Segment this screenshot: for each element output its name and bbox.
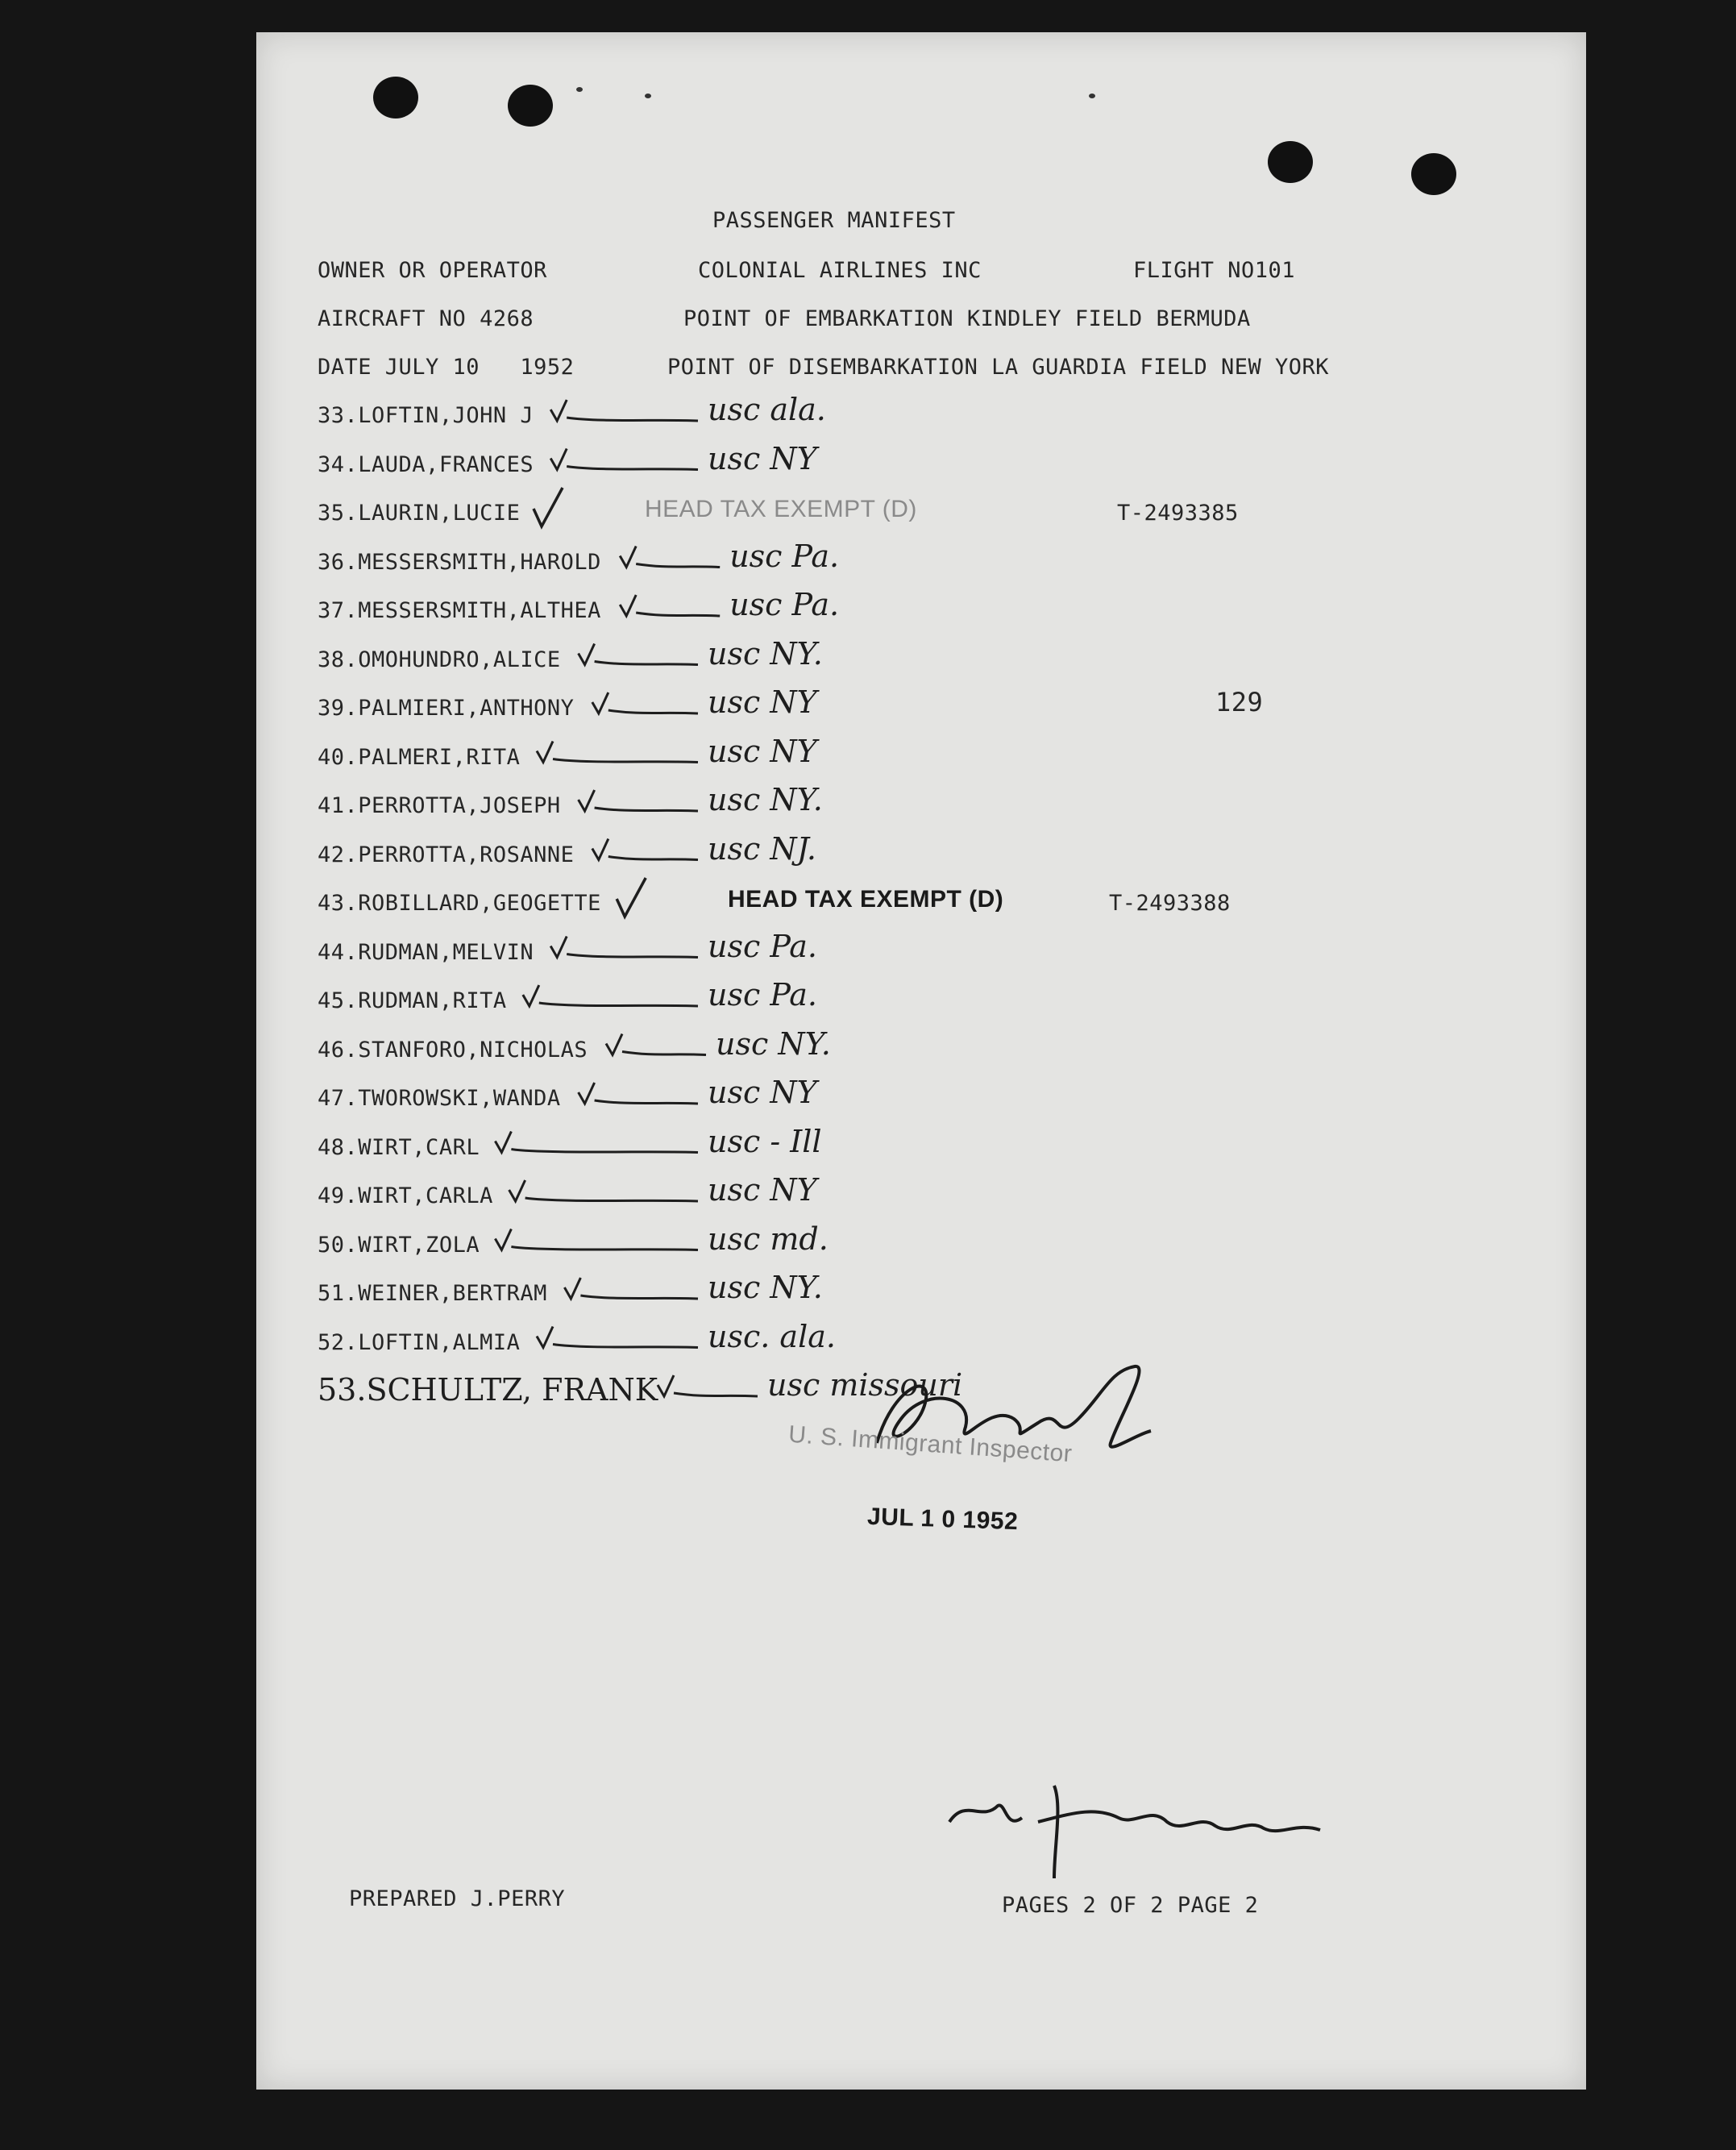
citizenship-note: usc NY (708, 684, 817, 720)
passenger-name: PERROTTA,ROSANNE (358, 842, 575, 867)
passenger-number: 44. (318, 939, 359, 965)
ticket-number: T-2493388 (1109, 891, 1231, 916)
citizenship-note: usc. ala. (708, 1318, 836, 1354)
check-mark (534, 488, 563, 526)
passenger-number: 43. (318, 891, 359, 916)
passenger-number: 50. (318, 1232, 359, 1258)
check-mark (550, 400, 698, 421)
check-mark (620, 595, 720, 616)
passenger-name: SCHULTZ, FRANK (366, 1372, 658, 1408)
passenger-name: OMOHUNDRO,ALICE (358, 647, 561, 672)
check-mark (658, 1375, 758, 1396)
citizenship-note: usc NY. (716, 1025, 831, 1062)
passenger-number: 46. (318, 1037, 359, 1063)
check-mark (550, 937, 698, 958)
passenger-number: 36. (318, 549, 359, 575)
passenger-name: PALMIERI,ANTHONY (358, 696, 575, 721)
passenger-name: MESSERSMITH,ALTHEA (358, 598, 601, 623)
inspector-stamp: U. S. Immigrant Inspector (787, 1420, 1074, 1468)
citizenship-note: usc Pa. (708, 977, 817, 1013)
aircraft-number: AIRCRAFT NO 4268 (318, 306, 534, 331)
passenger-name: STANFORO,NICHOLAS (358, 1037, 588, 1063)
check-mark (579, 790, 698, 811)
check-mark (550, 449, 698, 470)
passenger-name: LAURIN,LUCIE (358, 501, 521, 526)
passenger-number: 42. (318, 842, 359, 867)
citizenship-note: usc - Ill (708, 1123, 822, 1159)
check-mark (495, 1132, 698, 1153)
passenger-number: 41. (318, 793, 359, 818)
bottom-signature (933, 1774, 1352, 1894)
passenger-number: 51. (318, 1281, 359, 1306)
embarkation-point: POINT OF EMBARKATION KINDLEY FIELD BERMUDA (683, 306, 1251, 331)
check-mark (606, 1034, 706, 1055)
citizenship-note: usc md. (708, 1221, 829, 1257)
passenger-number: 35. (318, 501, 359, 526)
passenger-name: PERROTTA,JOSEPH (358, 793, 561, 818)
check-mark (509, 1180, 698, 1201)
check-mark (579, 644, 698, 665)
passenger-name: RUDMAN,RITA (358, 988, 507, 1013)
flight-number: FLIGHT NO101 (1133, 258, 1296, 283)
citizenship-note: usc NY (708, 733, 817, 769)
passenger-name: MESSERSMITH,HAROLD (358, 549, 601, 575)
passenger-number: 33. (318, 403, 359, 428)
passenger-name: LOFTIN,ALMIA (358, 1329, 521, 1355)
check-mark (537, 742, 698, 763)
manifest-title: PASSENGER MANIFEST (712, 208, 956, 233)
citizenship-note: usc NY (708, 1172, 817, 1208)
passenger-number: 37. (318, 598, 359, 623)
citizenship-note: usc NY. (708, 635, 823, 672)
passenger-number: 34. (318, 451, 359, 477)
passenger-name: RUDMAN,MELVIN (358, 939, 534, 965)
citizenship-note: usc Pa. (708, 928, 817, 964)
passenger-number: 49. (318, 1183, 359, 1208)
passenger-name: TWOROWSKI,WANDA (358, 1086, 561, 1111)
passenger-number: 52. (318, 1329, 359, 1355)
page-number: 129 (1215, 687, 1264, 717)
check-mark (564, 1278, 698, 1299)
citizenship-note: usc missouri (767, 1367, 963, 1403)
citizenship-note: usc NY. (708, 782, 823, 817)
passenger-name: LAUDA,FRANCES (358, 451, 534, 477)
citizenship-note: usc NY (708, 1075, 817, 1110)
check-mark (537, 1327, 698, 1348)
citizenship-note: usc NJ. (708, 830, 816, 867)
passenger-number: 38. (318, 647, 359, 672)
check-mark (592, 692, 698, 713)
manifest-page (256, 32, 1586, 2090)
passenger-number: 40. (318, 744, 359, 770)
citizenship-note: usc NY (708, 440, 817, 476)
check-marks-layer (256, 32, 1586, 2090)
passenger-name: WIRT,CARLA (358, 1183, 493, 1208)
passenger-name: WIRT,ZOLA (358, 1232, 480, 1258)
stamp-date: JUL 1 0 1952 (866, 1503, 1019, 1536)
check-mark (620, 547, 720, 568)
owner-value: COLONIAL AIRLINES INC (698, 258, 982, 283)
page-count: PAGES 2 OF 2 PAGE 2 (1002, 1893, 1259, 1918)
check-mark (592, 839, 698, 860)
check-mark (523, 985, 698, 1006)
citizenship-note: usc NY. (708, 1270, 823, 1305)
passenger-name: PALMERI,RITA (358, 744, 521, 770)
passenger-number: 53. (318, 1372, 367, 1408)
ticket-number: T-2493385 (1117, 501, 1239, 526)
citizenship-note: usc ala. (708, 392, 826, 427)
head-tax-stamp: HEAD TAX EXEMPT (D) (645, 496, 917, 522)
head-tax-stamp: HEAD TAX EXEMPT (D) (728, 886, 1004, 913)
manifest-date: DATE JULY 10 1952 (318, 355, 575, 380)
check-mark (495, 1229, 698, 1250)
citizenship-note: usc Pa. (729, 587, 840, 622)
passenger-name: WEINER,BERTRAM (358, 1281, 547, 1306)
passenger-name: WIRT,CARL (358, 1134, 480, 1160)
check-mark (617, 878, 646, 917)
disembarkation-point: POINT OF DISEMBARKATION LA GUARDIA FIELD NEW YORK (667, 355, 1330, 380)
passenger-name: ROBILLARD,GEOGETTE (358, 891, 601, 916)
check-mark (579, 1083, 698, 1104)
passenger-name: LOFTIN,JOHN J (358, 403, 534, 428)
passenger-number: 47. (318, 1086, 359, 1111)
owner-label: OWNER OR OPERATOR (318, 258, 547, 283)
citizenship-note: usc Pa. (729, 538, 840, 574)
passenger-number: 39. (318, 696, 359, 721)
prepared-by: PREPARED J.PERRY (349, 1886, 566, 1911)
passenger-number: 45. (318, 988, 359, 1013)
passenger-number: 48. (318, 1134, 359, 1160)
